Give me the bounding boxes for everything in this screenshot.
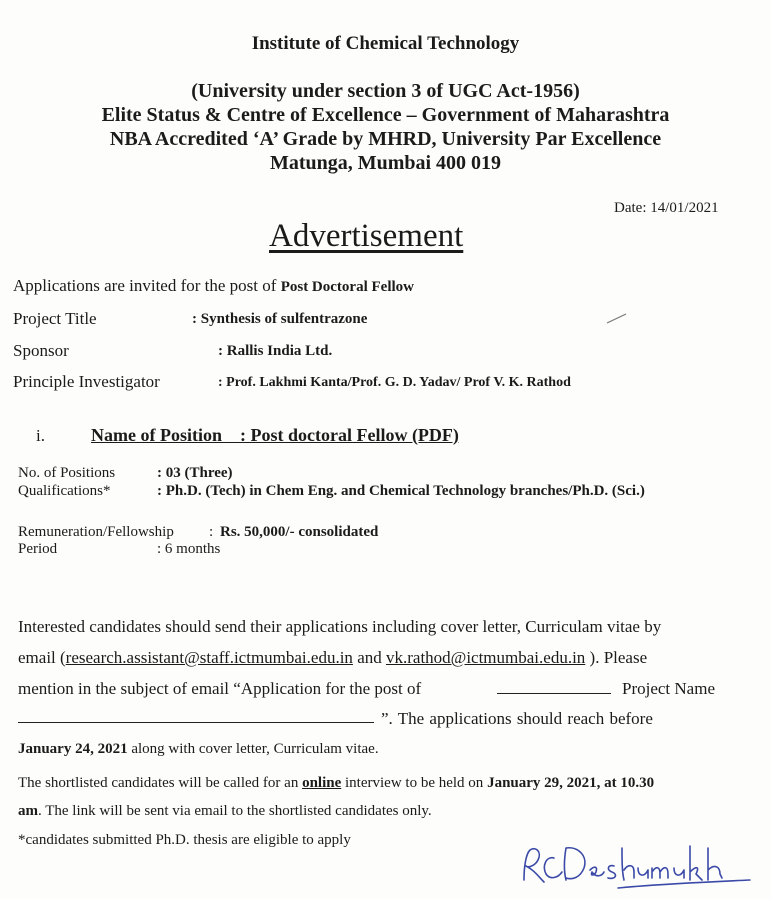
remuneration-label: Remuneration/Fellowship [18,524,174,540]
positions-label: No. of Positions [18,465,116,481]
position-number: i. [36,426,45,445]
pi-label: Principle Investigator [13,372,160,391]
email-link-research-assistant[interactable]: research.assistant@staff.ictmumbai.edu.in [65,648,353,667]
interview-line-1 [18,775,654,792]
period-value: : 6 months [157,541,221,557]
page-title: Advertisement [269,218,464,254]
remuneration-colon: : [209,524,214,540]
institute-name: Institute of Chemical Technology [251,33,520,54]
interview-line-2 [18,803,432,820]
pi-value: : Prof. Lakhmi Kanta/Prof. G. D. Yadav/ Prof V. K. Rathod [218,375,571,390]
intro-post: Post Doctoral Fellow [280,279,414,295]
signature-icon [518,836,756,896]
header-accreditation: NBA Accredited ‘A’ Grade by MHRD, University Par Excellence [109,128,662,150]
position-value: : Post doctoral Fellow (PDF) [239,425,459,445]
body-line-1: Interested candidates should send their applications including cover letter, Curriculam vitae by [18,617,662,636]
body-line-4: ”. The applications should reach before [381,709,653,728]
interview-time-am: am [18,803,38,819]
deadline-date: January 24, 2021 [18,741,128,757]
advertisement-date: Date: 14/01/2021 [614,200,719,216]
body-line-5 [18,741,379,758]
sponsor-label: Sponsor [13,341,69,360]
intro-text: Applications are invited for the post of [13,276,281,295]
project-title-value: : Synthesis of sulfentrazone [192,311,368,327]
project-title-label: Project Title [13,309,97,328]
position-label: Name of Position [91,425,222,445]
online-label: online [302,775,342,791]
blank-post-field [497,679,611,694]
period-label: Period [18,541,58,557]
pen-mark-icon [606,311,628,325]
header-elite-status: Elite Status & Centre of Excellence – Government of Maharashtra [101,104,670,126]
body-text: The shortlisted candidates will be called for an [18,775,303,791]
positions-value: : 03 (Three) [157,465,233,481]
qualifications-label: Qualifications* [18,483,111,499]
intro-line [13,276,414,296]
position-heading [91,425,459,446]
body-text: email ( [18,648,66,667]
body-text: ). Please [585,648,648,667]
body-text: interview to be held on [341,775,488,791]
qualifications-value: : Ph.D. (Tech) in Chem Eng. and Chemical Technology branches/Ph.D. (Sci.) [157,483,645,499]
body-text: . The link will be sent via email to the shortlisted candidates only. [38,803,432,819]
eligibility-note: *candidates submitted Ph.D. thesis are eligible to apply [18,832,351,848]
email-link-vk-rathod[interactable]: vk.rathod@ictmumbai.edu.in [385,648,586,667]
body-text: along with cover letter, Curriculam vitae. [127,741,379,757]
blank-project-name-field [18,708,374,723]
interview-date: January 29, 2021, at 10.30 [487,775,655,791]
body-line-2 [18,648,730,668]
remuneration-value: Rs. 50,000/- consolidated [220,524,379,540]
sponsor-value: : Rallis India Ltd. [218,343,333,359]
body-line-3b: Project Name [622,679,715,698]
header-address: Matunga, Mumbai 400 019 [269,152,502,174]
header-university: (University under section 3 of UGC Act-1956) [191,80,580,102]
body-text: and [352,648,386,667]
body-line-3a: mention in the subject of email “Application for the post of [18,679,422,698]
